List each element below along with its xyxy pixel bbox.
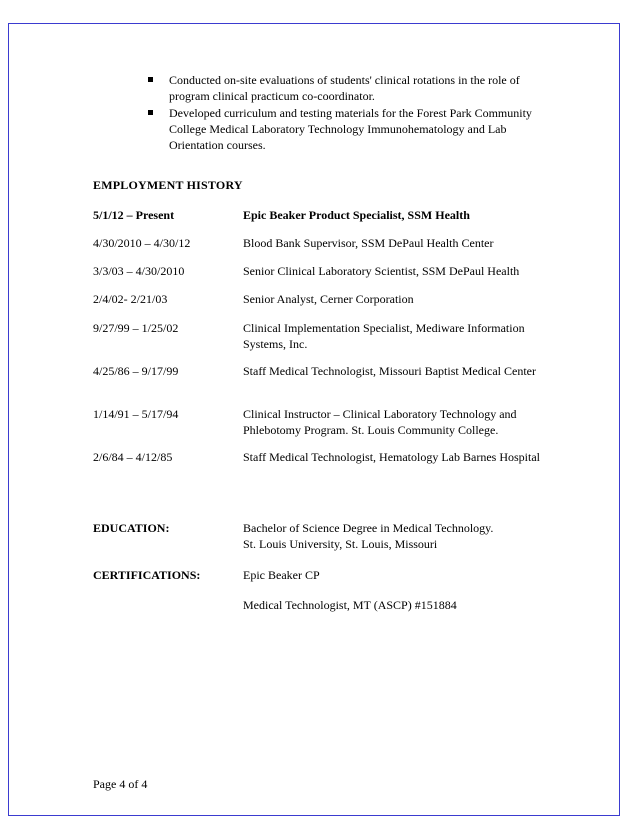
bullet-item <box>148 72 548 104</box>
employment-position: Staff Medical Technologist, Hematology Lab Barnes Hospital <box>243 450 540 464</box>
education-school: St. Louis University, St. Louis, Missouri <box>243 537 438 551</box>
employment-dates: 9/27/99 – 1/25/02 <box>93 321 179 335</box>
employment-dates: 1/14/91 – 5/17/94 <box>93 407 179 421</box>
bullet-square-icon <box>148 110 153 115</box>
certifications-label: CERTIFICATIONS: <box>93 568 201 582</box>
bullet-square-icon <box>148 77 153 82</box>
bullet-item <box>148 105 548 153</box>
bullet-list <box>148 72 548 154</box>
employment-position: Clinical Implementation Specialist, Mediware Information Systems, Inc. <box>243 321 525 351</box>
employment-dates: 3/3/03 – 4/30/2010 <box>93 264 185 278</box>
employment-position: Epic Beaker Product Specialist, SSM Health <box>243 208 470 222</box>
page-number: Page 4 of 4 <box>93 777 148 791</box>
employment-position: Senior Clinical Laboratory Scientist, SSM DePaul Health <box>243 264 520 278</box>
bullet-text: Conducted on-site evaluations of students' clinical rotations in the role of program clinical practicum co-coordinator. <box>169 73 520 103</box>
employment-position: Blood Bank Supervisor, SSM DePaul Health Center <box>243 236 494 250</box>
employment-position: Clinical Instructor – Clinical Laboratory Technology and Phlebotomy Program. St. Louis Community College. <box>243 407 517 437</box>
employment-history-heading: EMPLOYMENT HISTORY <box>93 178 243 192</box>
certification-item: Medical Technologist, MT (ASCP) #151884 <box>243 598 457 612</box>
employment-dates: 4/30/2010 – 4/30/12 <box>93 236 191 250</box>
employment-dates: 5/1/12 – Present <box>93 208 175 222</box>
employment-position: Staff Medical Technologist, Missouri Baptist Medical Center <box>243 364 537 378</box>
employment-dates: 4/25/86 – 9/17/99 <box>93 364 179 378</box>
education-degree: Bachelor of Science Degree in Medical Technology. <box>243 521 494 535</box>
education-label: EDUCATION: <box>93 521 170 535</box>
employment-position: Senior Analyst, Cerner Corporation <box>243 292 414 306</box>
employment-dates: 2/4/02- 2/21/03 <box>93 292 168 306</box>
employment-dates: 2/6/84 – 4/12/85 <box>93 450 173 464</box>
bullet-text: Developed curriculum and testing materials for the Forest Park Community College Medical Laboratory Technology Immunohematology and Lab Orientation courses. <box>169 106 532 152</box>
certification-item: Epic Beaker CP <box>243 568 320 582</box>
